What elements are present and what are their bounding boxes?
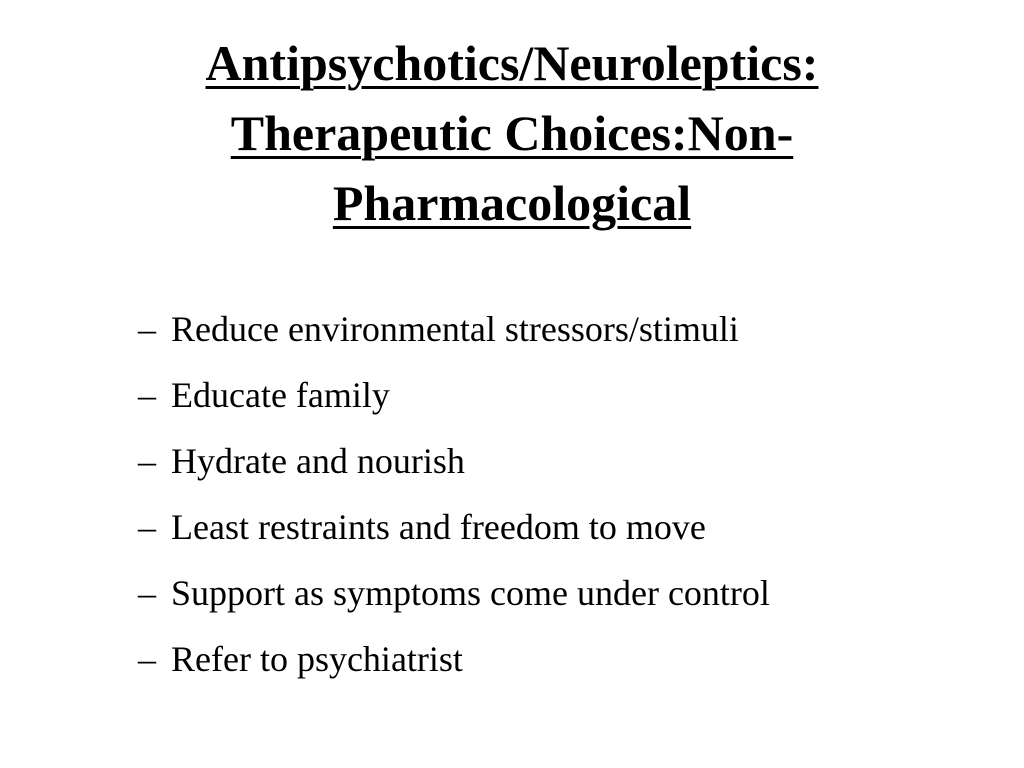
bullet-dash: –: [138, 573, 156, 613]
bullet-text: Refer to psychiatrist: [171, 639, 463, 679]
bullet-item: [138, 362, 998, 428]
bullet-item: [138, 296, 998, 362]
title-line-1: Antipsychotics/Neuroleptics:: [205, 35, 819, 91]
bullet-text: Reduce environmental stressors/stimuli: [171, 309, 739, 349]
bullet-dash: –: [138, 507, 156, 547]
bullet-list: [138, 296, 998, 692]
bullet-text: Least restraints and freedom to move: [171, 507, 706, 547]
bullet-item: [138, 626, 998, 692]
bullet-text: Educate family: [171, 375, 390, 415]
bullet-dash: –: [138, 375, 156, 415]
bullet-item: [138, 560, 998, 626]
bullet-dash: –: [138, 441, 156, 481]
bullet-item: [138, 428, 998, 494]
bullet-text: Hydrate and nourish: [171, 441, 465, 481]
slide-title: [60, 28, 964, 238]
bullet-dash: –: [138, 639, 156, 679]
bullet-text: Support as symptoms come under control: [171, 573, 770, 613]
bullet-item: [138, 494, 998, 560]
bullet-dash: –: [138, 309, 156, 349]
title-line-3: Pharmacological: [332, 175, 692, 231]
title-line-2: Therapeutic Choices:Non-: [230, 105, 794, 161]
